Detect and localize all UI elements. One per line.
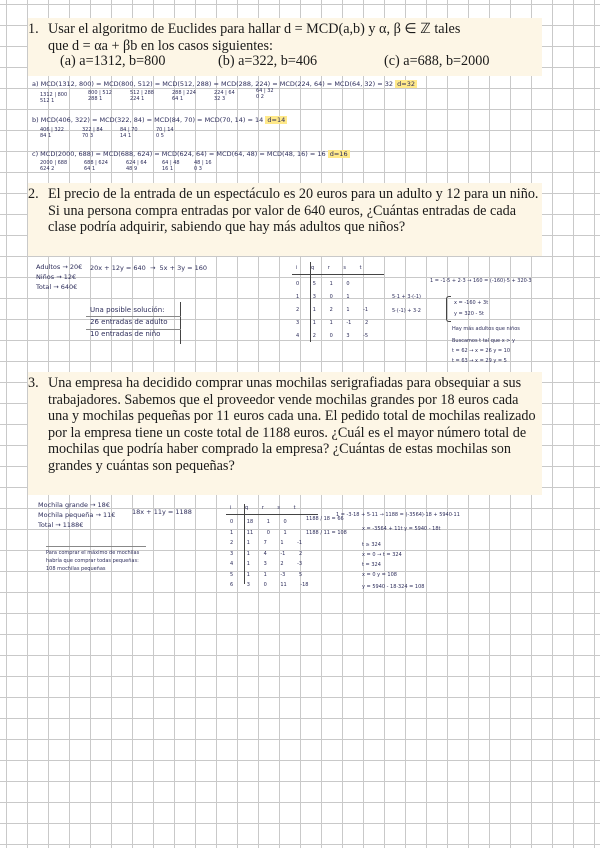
hw-3-check: 1188 / 18 = 66 1188 / 11 = 108 <box>306 516 347 536</box>
hw-1a-division-4: 288 | 224 64 1 <box>172 90 196 102</box>
hw-2-system-brace <box>446 296 451 322</box>
hw-1b-line: b) MCD(406, 322) = MCD(322, 84) = MCD(84, 70) = MCD(70, 14) = 14 d=14 <box>32 116 286 124</box>
hw-1c-division-4: 64 | 48 16 1 <box>162 160 180 172</box>
highlight-result: d=14 <box>267 116 286 124</box>
hw-1b-division-2: 322 | 84 70 3 <box>82 127 103 139</box>
problem-3-statement: 3. Una empresa ha decidido comprar unas mochilas serigrafiadas para obsequiar a sus trabajadores. Sabemos que el proveedor vende mochilas grandes por 18 euros cada una y mochilas pequeñas por 11 euros cada una. El pedido total de mochilas realizado por la empresa tiene un coste total de 1188 euros. ¿Cuál es el mayor número total de mochilas que podría haber comprado la empresa? ¿Cuántas de estas mochilas son grandes y cuántas son pequeñas? <box>28 375 536 474</box>
hw-2-params: x = -160 + 3t y = 320 - 5t <box>454 300 489 317</box>
hw-1b-division-3: 84 | 70 14 1 <box>120 127 138 139</box>
table-2-rows: 0 5 1 0 1 3 0 1 2 1 2 1 -1 3 1 1 -1 2 4 2 0 3 -5 <box>296 281 369 339</box>
hw-1a-division-6: 64 | 32 0 2 <box>256 88 274 100</box>
problem-2-statement: 2. El precio de la entrada de un espectáculo es 20 euros para un adulto y 12 para un niño. Si una persona compra entradas por valor de 640 euros, ¿Cuántas entradas de cada clase podría adquirir, sabiendo que hay más adultos que niños? <box>28 186 539 235</box>
problem-2-box <box>28 183 542 256</box>
problem-1-parts <box>28 53 542 70</box>
hw-1a-division-2: 800 | 512 288 1 <box>88 90 112 102</box>
hw-3-note: Para comprar el máximo de mochilas habría que comprar todas pequeñas: 108 mochilas pequeñas <box>46 546 146 573</box>
problem-number: 2. <box>28 186 39 202</box>
hw-2-solution-line: 1 = -1·5 + 2·3 → 160 = (-160)·5 + 320·3 <box>430 278 532 284</box>
part-a: (a) a=1312, b=800 <box>60 53 166 69</box>
highlight-result: d=32 <box>397 80 415 88</box>
problem-1-statement: 1. Usar el algoritmo de Euclides para hallar d = MCD(a,b) y α, β ∈ ℤ tales que d = αa + βb en los casos siguientes: <box>28 21 461 54</box>
hw-3-param: x = -3564 + 11t y = 5940 - 18t <box>362 526 441 532</box>
hw-3-given: Mochila grande → 18€ Mochila pequeña → 11€ Total → 1188€ <box>38 501 116 529</box>
notes-bracket <box>180 302 181 344</box>
hw-1b-division-1: 406 | 322 84 1 <box>40 127 64 139</box>
table-3-header: i q r s t <box>230 505 296 511</box>
hw-2-given: Adultos → 20€ Niños → 12€ Total → 640€ <box>36 263 83 291</box>
hw-2-check: 5·1 + 3·(-1) 5·(-1) + 3·2 <box>392 294 421 314</box>
table-2-header-rule <box>292 274 384 275</box>
hw-3-calc: t ≥ 324 x = 0 → t = 324 t = 324 x = 0 y = 108 <box>362 542 402 578</box>
problem-1-box <box>28 18 542 76</box>
hw-1a-line: a) MCD(1312, 800) = MCD(800, 512) = MCD(512, 288) = MCD(288, 224) = MCD(224, 64) = MCD(64, 32) = 32 d=32 <box>32 80 415 88</box>
hw-1a-division-3: 512 | 288 224 1 <box>130 90 154 102</box>
hw-1a-division-5: 224 | 64 32 3 <box>214 90 235 102</box>
hw-1c-division-1: 2000 | 688 624 2 <box>40 160 68 172</box>
table-3-rows: 0 18 1 0 1 11 0 1 2 1 7 1 -1 3 1 4 -1 2 4 1 3 2 -3 5 1 1 -3 5 6 3 0 11 -18 <box>230 519 309 588</box>
table-2-header: i q r s t <box>296 265 362 271</box>
table-3-header-rule <box>226 514 318 515</box>
hw-1a-division-1: 1312 | 800 512 1 <box>40 92 68 104</box>
hw-1c-line: c) MCD(2000, 688) = MCD(688, 624) = MCD(624, 64) = MCD(64, 48) = MCD(48, 16) = 16 d=16 <box>32 150 348 158</box>
part-c: (c) a=688, b=2000 <box>384 53 490 69</box>
hw-1b-division-4: 70 | 14 0 5 <box>156 127 174 139</box>
hw-2-equation: 20x + 12y = 640 → 5x + 3y = 160 <box>90 264 208 272</box>
notes-divider <box>86 329 181 330</box>
hw-1c-division-5: 48 | 16 0 3 <box>194 160 212 172</box>
hw-1c-division-3: 624 | 64 48 9 <box>126 160 147 172</box>
hw-3-solution-line: 1 = -3·18 + 5·11 → 1188 = (-3564)·18 + 5940·11 <box>336 512 460 518</box>
part-b: (b) a=322, b=406 <box>218 53 318 69</box>
problem-number: 3. <box>28 375 39 391</box>
notes-divider <box>86 316 181 317</box>
hw-3-equation: 18x + 11y = 1188 <box>132 508 192 516</box>
highlight-result: d=16 <box>329 150 348 158</box>
hw-2-side-note: Hay más adultos que niños <box>452 326 520 332</box>
problem-3-box <box>28 372 542 495</box>
problem-number: 1. <box>28 21 39 37</box>
hw-1c-division-2: 688 | 624 64 1 <box>84 160 108 172</box>
hw-2-side-calc: Buscamos t tal que x > y t = 62 → x = 26 y = 10 t = 63 → x = 29 y = 5 <box>452 338 515 364</box>
hw-2-notes: Una posible solución: 26 entradas de adulto 10 entradas de niño <box>90 306 168 338</box>
hw-3-final: y = 5940 - 18·324 = 108 <box>362 584 425 590</box>
